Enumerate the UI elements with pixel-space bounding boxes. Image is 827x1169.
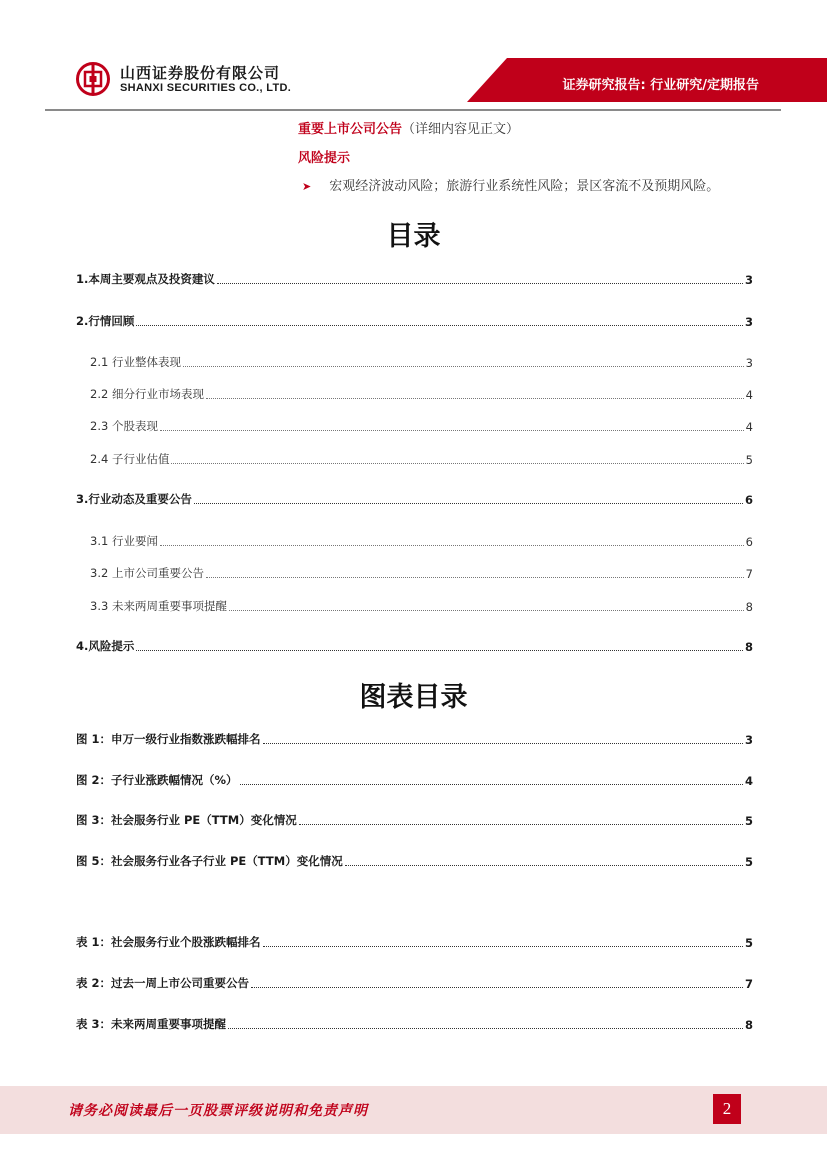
- company-logo-icon: [76, 62, 110, 96]
- figures-heading: 图表目录: [359, 682, 468, 713]
- toc-item-2[interactable]: 2.行情回顾 3: [76, 314, 753, 329]
- risk-text: 宏观经济波动风险；旅游行业系统性风险；景区客流不及预期风险。: [329, 179, 720, 194]
- risk-item: [302, 175, 719, 194]
- report-type: 证券研究报告: 行业研究/定期报告: [562, 78, 759, 93]
- figure-item-1[interactable]: 图 1：申万一级行业指数涨跌幅排名 3: [76, 732, 753, 747]
- toc-item-1[interactable]: 1.本周主要观点及投资建议 3: [76, 272, 753, 287]
- toc-item-2-1[interactable]: 2.1 行业整体表现 3: [90, 355, 753, 370]
- announcements-title: 重要上市公司公告（详细内容见正文）: [298, 122, 520, 137]
- toc-heading: 目录: [386, 221, 441, 252]
- page-header: [0, 0, 827, 112]
- toc-item-3-1[interactable]: 3.1 行业要闻 6: [90, 534, 753, 549]
- company-name-cn: 山西证券股份有限公司: [120, 64, 281, 82]
- toc-item-2-2[interactable]: 2.2 细分行业市场表现 4: [90, 387, 753, 402]
- header-divider: [45, 109, 781, 111]
- toc-item-4[interactable]: 4.风险提示 8: [76, 639, 753, 654]
- table-item-2[interactable]: 表 2：过去一周上市公司重要公告 7: [76, 976, 753, 991]
- company-name-en: SHANXI SECURITIES CO., LTD.: [120, 82, 292, 94]
- announcements-note: （详细内容见正文）: [402, 122, 520, 137]
- toc-item-2-4[interactable]: 2.4 子行业估值 5: [90, 452, 753, 467]
- page-number: 2: [713, 1094, 741, 1124]
- figure-item-3[interactable]: 图 3：社会服务行业 PE（TTM）变化情况 5: [76, 813, 753, 828]
- bullet-arrow-icon: ➤: [302, 180, 312, 193]
- table-item-1[interactable]: 表 1：社会服务行业个股涨跌幅排名 5: [76, 935, 753, 950]
- table-item-3[interactable]: 表 3：未来两周重要事项提醒 8: [76, 1017, 753, 1032]
- risk-title: 风险提示: [298, 151, 351, 166]
- figure-item-5[interactable]: 图 5：社会服务行业各子行业 PE（TTM）变化情况 5: [76, 854, 753, 869]
- toc-item-3[interactable]: 3.行业动态及重要公告 6: [76, 492, 753, 507]
- toc-item-2-3[interactable]: 2.3 个股表现 4: [90, 419, 753, 434]
- toc-item-3-2[interactable]: 3.2 上市公司重要公告 7: [90, 566, 753, 581]
- figure-item-2[interactable]: 图 2：子行业涨跌幅情况（%） 4: [76, 773, 753, 788]
- toc-item-3-3[interactable]: 3.3 未来两周重要事项提醒 8: [90, 599, 753, 614]
- disclaimer-notice: 请务必阅读最后一页股票评级说明和免责声明: [68, 1103, 368, 1119]
